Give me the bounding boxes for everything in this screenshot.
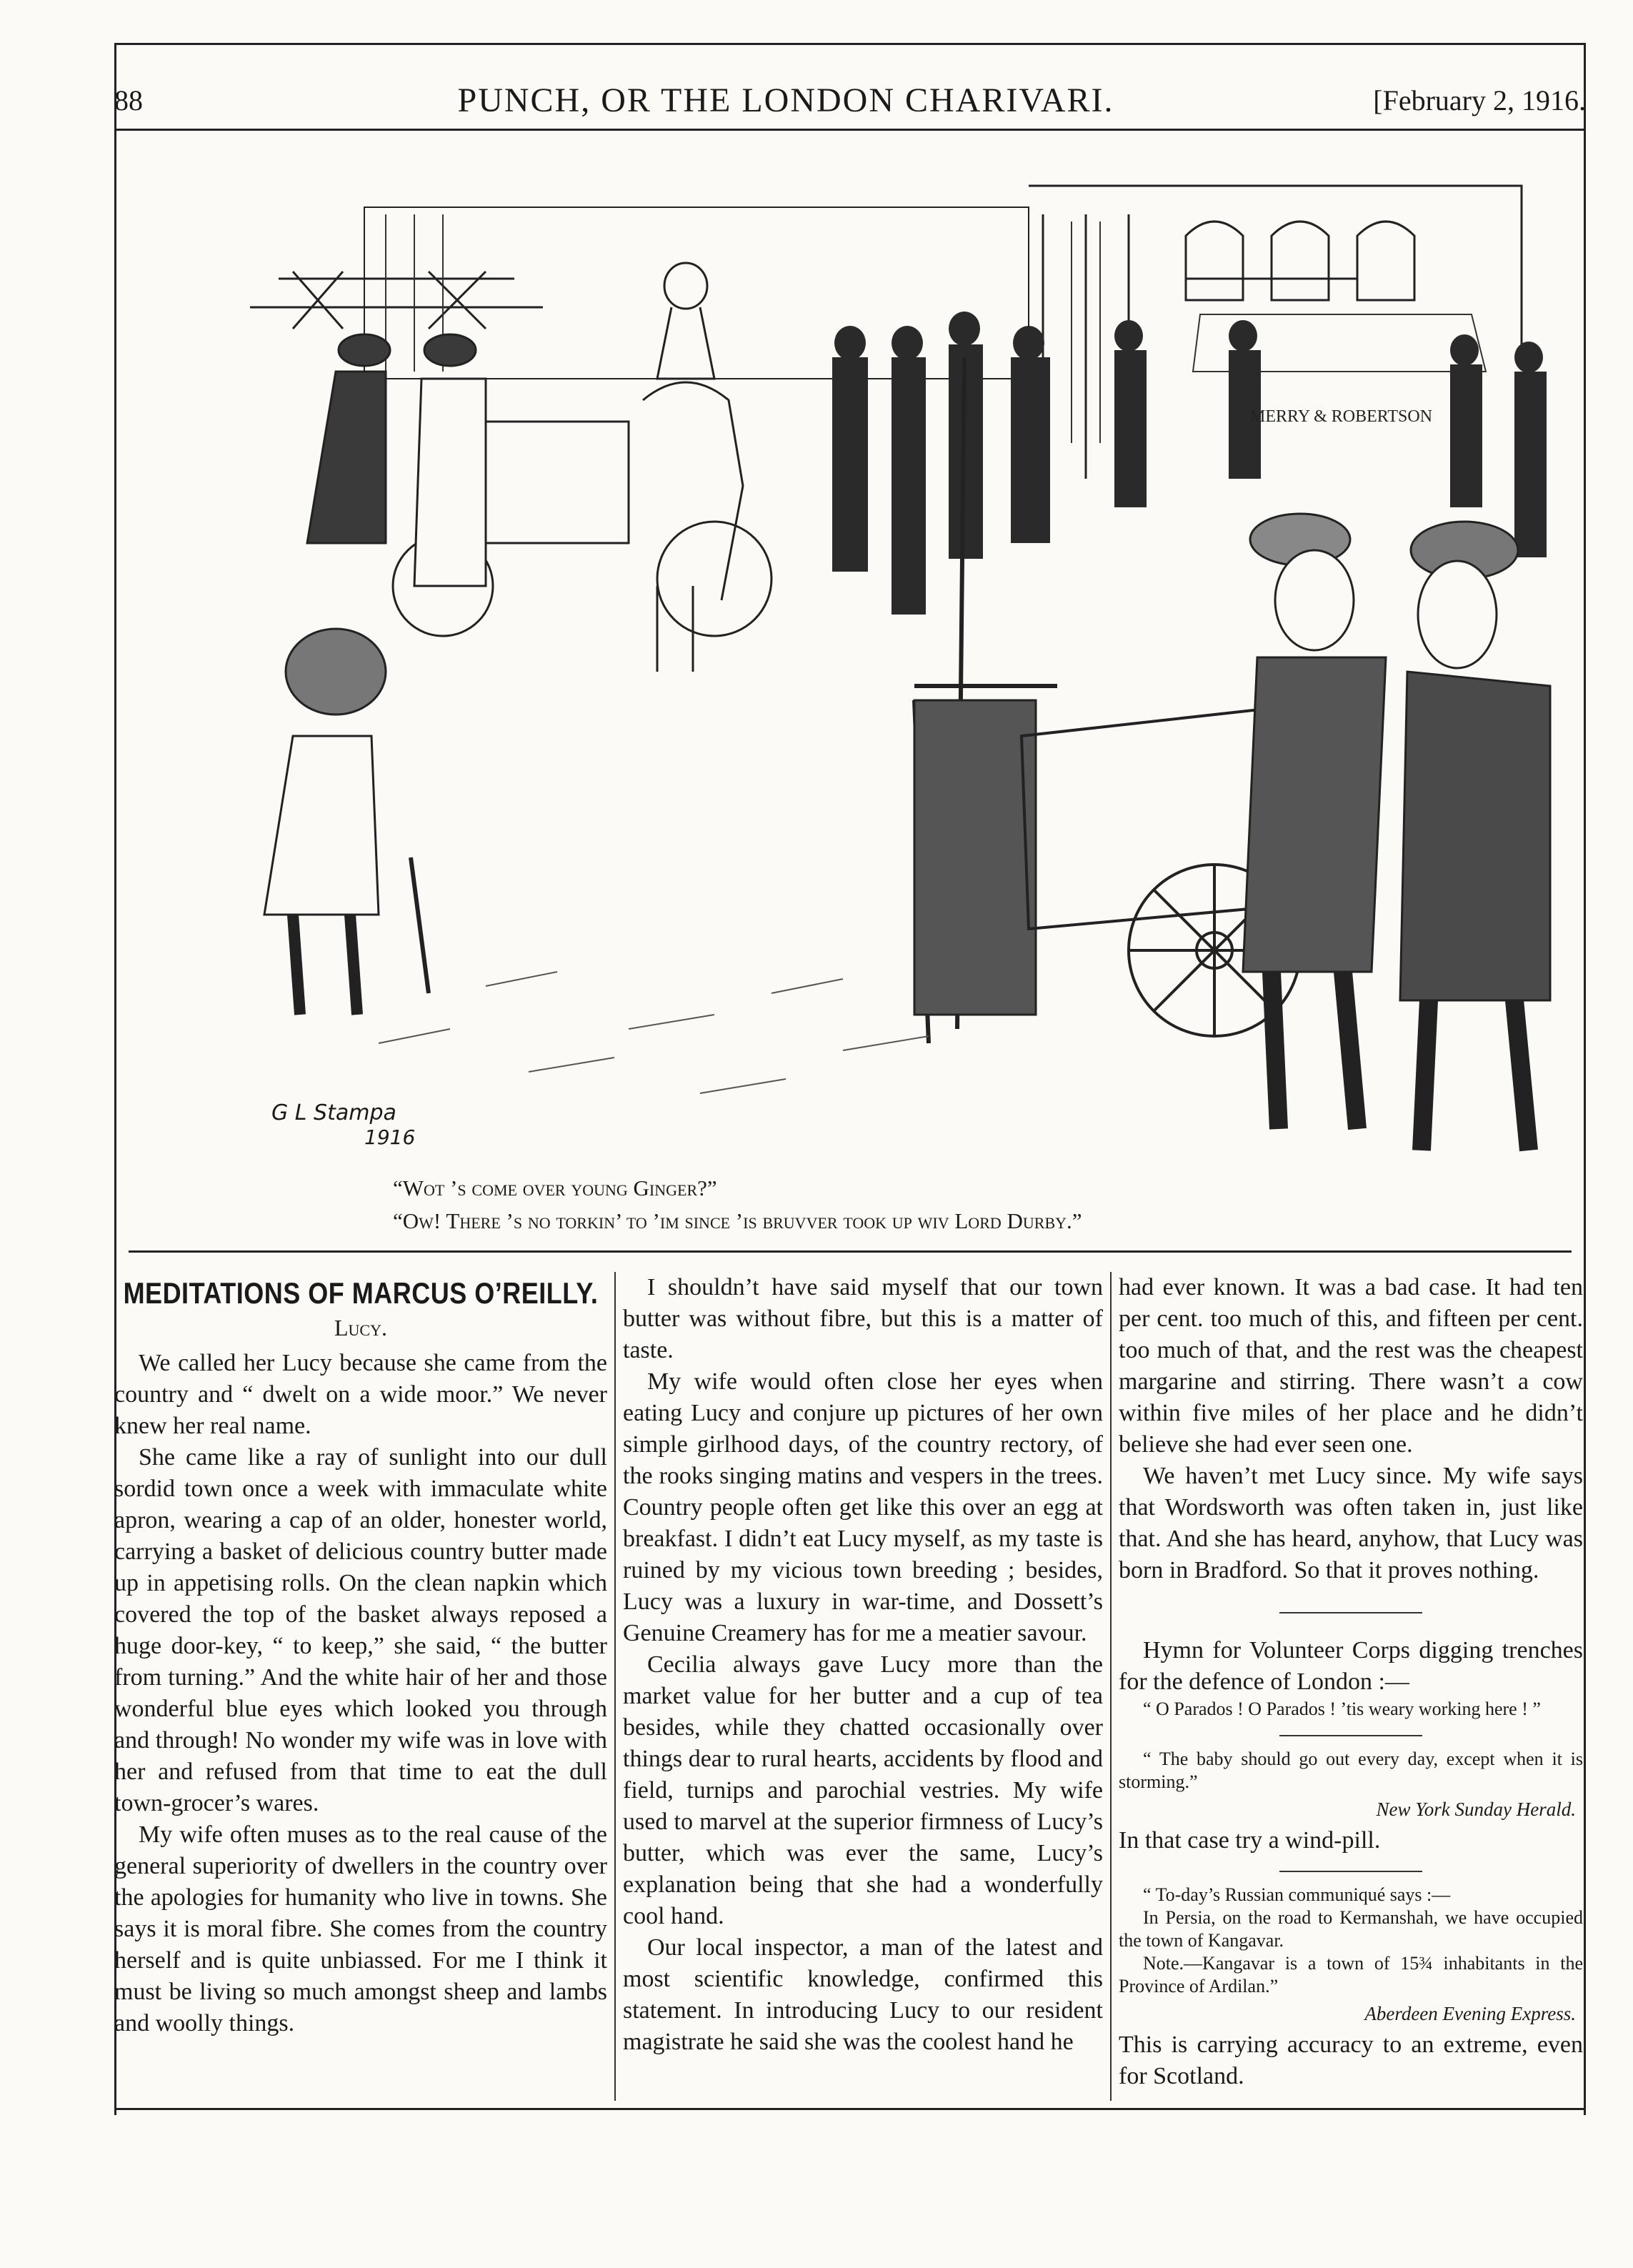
paragraph: had ever known. It was a bad case. It had ten per cent. too much of this, and fifteen per cent. too much of that, and the rest was the cheapest margarine and stirring. There wasn’t a cow within five miles of her place and he didn’t believe she had ever seen one.: [1119, 1274, 1583, 1458]
caption-divider: [129, 1250, 1572, 1253]
issue-date: [February 2, 1916.: [1373, 84, 1586, 116]
cartoon-caption: [393, 1172, 1536, 1238]
section-separator: [1279, 1871, 1422, 1872]
street-scene-drawing: [129, 143, 1572, 1165]
russian-quote-line-1: “ To-day’s Russian communiqué says :—: [1143, 1884, 1451, 1905]
artist-signature: [271, 1100, 415, 1149]
baby-quote: “ The baby should go out every day, except when it is storming.”: [1119, 1749, 1583, 1792]
cartoon-illustration: [129, 143, 1572, 1165]
paragraph: My wife would often close her eyes when eating Lucy and conjure up pictures of her own simple girlhood days, of the country rectory, of the rooks singing matins and vespers in the trees. Country people often get like this over an egg at breakfast. I didn’t eat Lucy myself, as my taste is ruined by my vicious town breeding ; besides, Lucy was a luxury in war-time, and Dossett’s Genuine Creamery has for me a meatier savour.: [623, 1368, 1103, 1646]
column-divider: [614, 1272, 616, 2101]
caption-line-1: “Wot ’s come over young Ginger?”: [393, 1175, 717, 1200]
russian-note: Note.—Kangavar is a town of 15¾ inhabitants in the Province of Ardilan.”: [1119, 1953, 1583, 1996]
paragraph: Our local inspector, a man of the latest and most scientific knowledge, confirmed this statement. In introducing Lucy to our resident magistrate he said she was the coolest hand he: [623, 1934, 1103, 2055]
article-subtitle: Lucy.: [334, 1315, 387, 1341]
signature-name: G L Stampa: [271, 1100, 396, 1125]
article-title: MEDITATIONS OF MARCUS O’REILLY.: [123, 1275, 599, 1310]
paragraph: We called her Lucy because she came from the country and “ dwelt on a wide moor.” We never knew her real name.: [114, 1350, 607, 1439]
column-divider: [1110, 1272, 1112, 2101]
section-separator: [1279, 1612, 1422, 1613]
paragraph: We haven’t met Lucy since. My wife says that Wordsworth was often taken in, just like that. And she has heard, anyhow, that Lucy was born in Bradford. So that it proves nothing.: [1119, 1463, 1583, 1583]
column-1: [114, 1272, 607, 2039]
shop-sign-text: MERRY & ROBERTSON: [1250, 407, 1433, 426]
page-number: 88: [114, 84, 143, 116]
russian-comment: This is carrying accuracy to an extreme, even for Scotland.: [1119, 2031, 1583, 2089]
page-bottom-rule: [114, 2108, 1586, 2110]
magazine-page: [114, 43, 1586, 2115]
paragraph: I shouldn’t have said myself that our town butter was without fibre, but this is a matter of taste.: [623, 1274, 1103, 1363]
russian-quote-line-2: In Persia, on the road to Kermanshah, we have occupied the town of Kangavar.: [1119, 1907, 1583, 1951]
publication-title: PUNCH, OR THE LONDON CHARIVARI.: [457, 81, 1114, 119]
signature-year: 1916: [364, 1125, 416, 1149]
page-header: [114, 71, 1586, 131]
baby-source: New York Sunday Herald.: [1376, 1799, 1576, 1820]
baby-comment: In that case try a wind-pill.: [1119, 1827, 1381, 1854]
column-2: [623, 1272, 1103, 2058]
hymn-quote: “ O Parados ! O Parados ! ’tis weary working here ! ”: [1143, 1698, 1541, 1719]
caption-line-2: “Ow! There ’s no torkin’ to ’im since ’is bruvver took up wiv Lord Durby.”: [393, 1208, 1082, 1233]
paragraph: She came like a ray of sunlight into our dull sordid town once a week with immaculate white apron, wearing a cap of an older, honester world, carrying a basket of delicious country butter made up in appetising rolls. On the clean napkin which covered the top of the basket always reposed a huge door-key, “ to keep,” she said, “ the butter from turning.” And the white hair of her and those wonderful blue eyes which looked you through and through! No wonder my wife was in love with her and refused from that time to eat the dull town-grocer’s wares.: [114, 1444, 607, 1816]
section-separator: [1279, 1735, 1422, 1736]
paragraph: Cecilia always gave Lucy more than the market value for her butter and a cup of tea besides, while they chatted occasionally over things dear to rural hearts, accidents by flood and field, turnips and parochial vestries. My wife used to marvel at the superior firmness of Lucy’s butter, which was ever the same, Lucy’s explanation being that she had a wonderfully cool hand.: [623, 1651, 1103, 1929]
hymn-intro: Hymn for Volunteer Corps digging trenches for the defence of London :—: [1119, 1637, 1583, 1695]
text-columns: [114, 1258, 1586, 2108]
column-3: [1119, 1272, 1583, 2092]
paragraph: My wife often muses as to the real cause of the general superiority of dwellers in the country over the apologies for humanity who live in towns. She says it is moral fibre. She comes from the country herself and is quite unbiassed. For me I think it must be living so much amongst sheep and lambs and woolly things.: [114, 1821, 607, 2036]
russian-source: Aberdeen Evening Express.: [1364, 2003, 1576, 2024]
page-border-top: [114, 43, 1586, 45]
